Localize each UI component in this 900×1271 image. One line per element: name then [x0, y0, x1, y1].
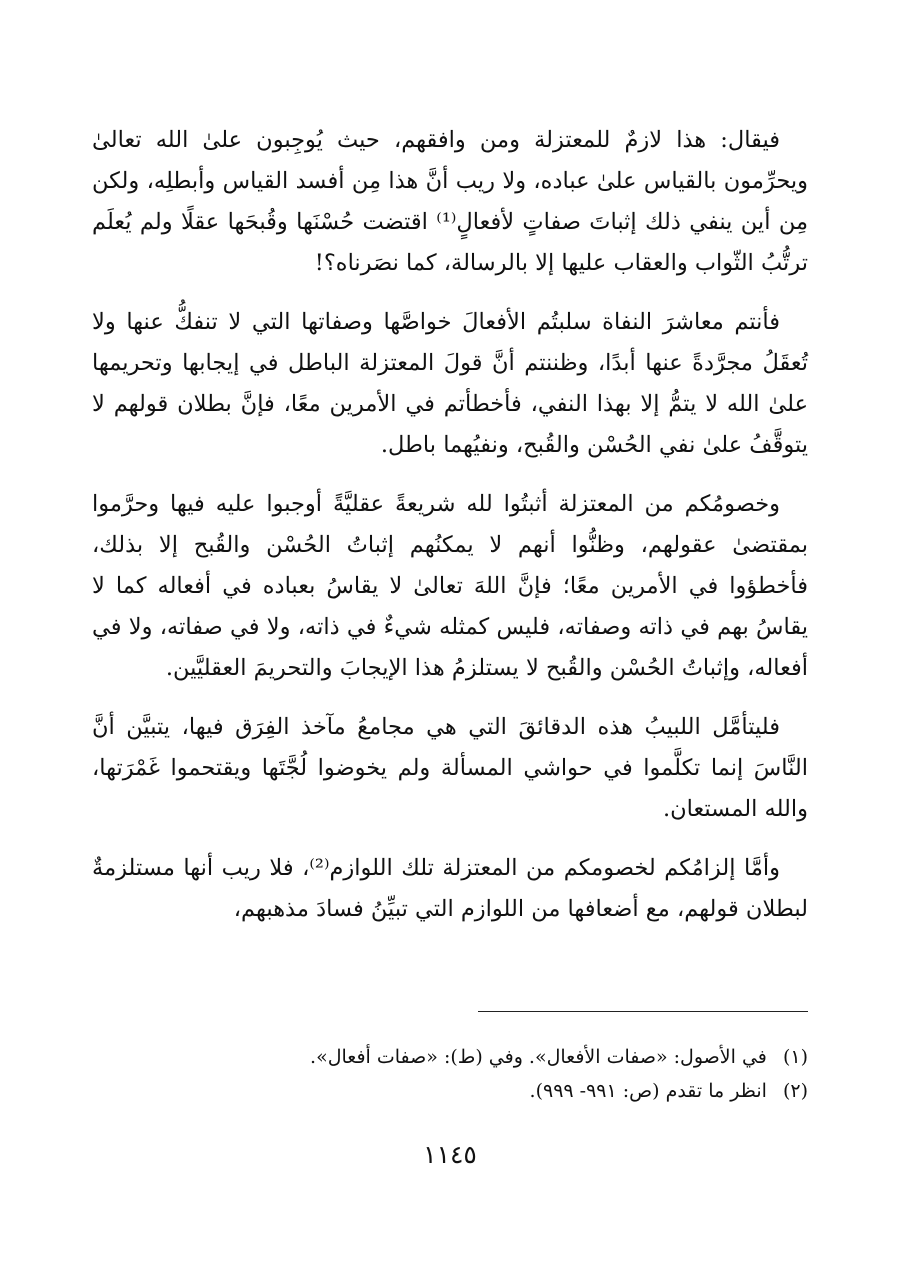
footnote-2	[92, 1074, 808, 1108]
main-text	[92, 120, 808, 948]
footnote-1	[92, 1040, 808, 1074]
paragraph-4: فليتأمَّل اللبيبُ هذه الدقائقَ التي هي مجامعُ مآخذ الفِرَق فيها، يتبيَّن أنَّ النَّاسَ إنما تكلَّموا في حواشي المسألة ولم يخوضوا لُجَّتَها ويقتحموا غَمْرَتها، والله المستعان.	[92, 714, 808, 822]
paragraph-1: فيقال: هذا لازمٌ للمعتزلة ومن وافقهم، حيث يُوجِبون علىٰ الله تعالىٰ ويحرِّمون بالقياس علىٰ عباده، ولا ريب أنَّ هذا مِن أفسد القياس وأبطلِه، ولكن مِن أين ينفي ذلك إثباتَ صفاتٍ لأفعالٍ⁽¹⁾ اقتضت حُسْنَها وقُبحَها عقلًا ولم يُعلَم ترتُّبُ الثّواب والعقاب عليها إلا بالرسالة، كما نصَرناه؟!	[92, 127, 809, 276]
paragraph-5: وأمَّا إلزامُكم لخصومكم من المعتزلة تلك اللوازم⁽²⁾، فلا ريب أنها مستلزمةٌ لبطلان قولهم، مع أضعافها من اللوازم التي تبيِّنُ فسادَ مذهبهم،	[92, 855, 808, 922]
page-number: ١١٤٥	[423, 1140, 477, 1169]
paragraph-3: وخصومُكم من المعتزلة أثبتُوا لله شريعةً عقليَّةً أوجبوا عليه فيها وحرَّموا بمقتضىٰ عقولهم، وظنُّوا أنهم لا يمكنُهم إثباتُ الحُسْن والقُبح إلا بذلك، فأخطؤوا في الأمرين معًا؛ فإنَّ اللهَ تعالىٰ لا يقاسُ بعباده في أفعاله كما لا يقاسُ بهم في ذاته وصفاته، فليس كمثله شيءٌ في ذاته، ولا في صفاته، ولا في أفعاله، وإثباتُ الحُسْن والقُبح لا يستلزمُ هذا الإيجابَ والتحريمَ العقليَّين.	[92, 491, 808, 681]
footnotes	[92, 1040, 808, 1108]
footnote-1-text: في الأصول: «صفات الأفعال». وفي (ط): «صفات أفعال».	[310, 1046, 767, 1068]
footnote-separator	[478, 1011, 808, 1012]
footnote-2-text: انظر ما تقدم (ص: ٩٩١- ٩٩٩).	[529, 1080, 767, 1102]
footnote-1-number: (١)	[782, 1046, 808, 1068]
footnote-2-number: (٢)	[782, 1080, 808, 1102]
paragraph-2: فأنتم معاشرَ النفاة سلبتُم الأفعالَ خواصَّها وصفاتها التي لا تنفكُّ عنها ولا تُعقَلُ مجرَّدةً عنها أبدًا، وظننتم أنَّ قولَ المعتزلة الباطل في إيجابها وتحريمها علىٰ الله لا يتمُّ إلا بهذا النفي، فأخطأتم في الأمرين معًا، فإنَّ بطلان قولهم لا يتوقَّفُ علىٰ نفي الحُسْن والقُبح، ونفيُهما باطل.	[92, 309, 808, 458]
